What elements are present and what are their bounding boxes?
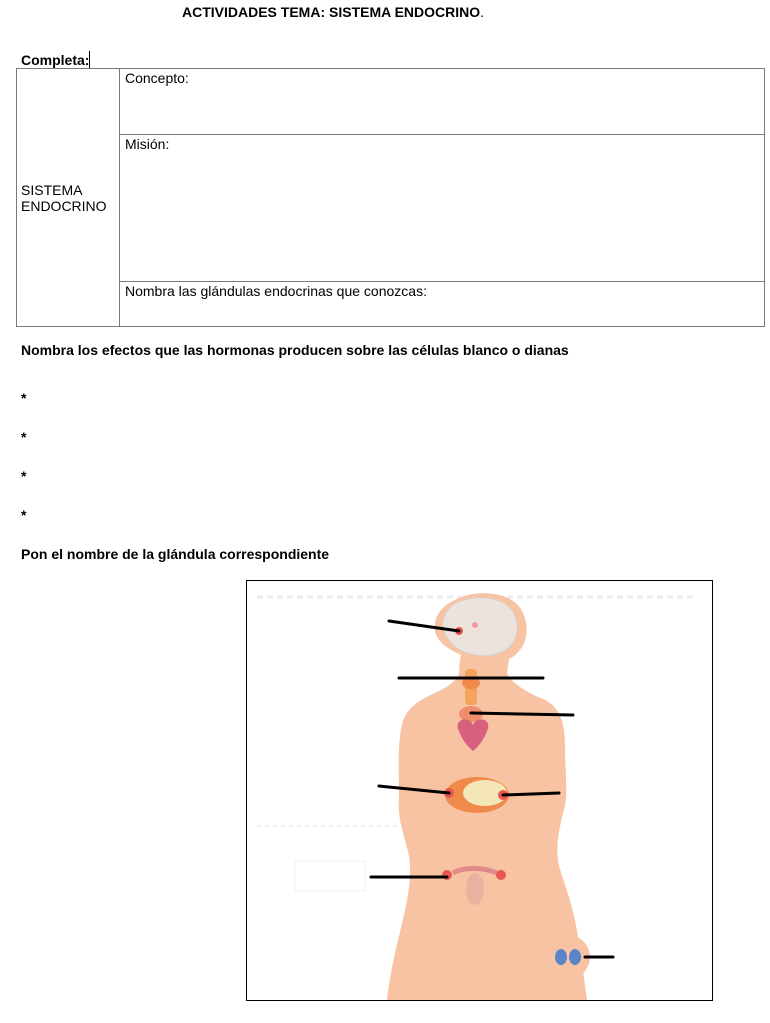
ovary-right: [496, 870, 506, 880]
testis-right: [569, 949, 581, 965]
glandulas-cell[interactable]: [120, 282, 765, 327]
faint-box: [295, 861, 365, 891]
completa-table: [16, 68, 765, 327]
mision-cell[interactable]: [120, 135, 765, 282]
glandulas-label: Nombra las glándulas endocrinas que conozcas:: [125, 283, 427, 299]
effect-bullet-3[interactable]: *: [21, 468, 27, 484]
concepto-label: Concepto:: [125, 70, 189, 86]
title-period: .: [480, 4, 485, 20]
completa-label: Completa:: [21, 52, 90, 68]
testes-inset: [546, 935, 590, 979]
endocrine-diagram: [246, 580, 713, 1001]
testis-left: [555, 949, 567, 965]
pineal-gland: [472, 622, 478, 628]
uterus: [466, 873, 484, 905]
page-title: [182, 4, 484, 20]
pointer-line-pancreas: [503, 793, 559, 795]
concepto-cell[interactable]: [120, 69, 765, 135]
text-cursor: [89, 51, 90, 68]
mision-label: Misión:: [125, 136, 170, 152]
body-illustration: [247, 581, 712, 1000]
effect-bullet-1[interactable]: *: [21, 390, 27, 406]
sistema-endocrino-label: SISTEMA ENDOCRINO: [21, 181, 107, 214]
pointer-line-thymus: [471, 713, 573, 715]
title-text: ACTIVIDADES TEMA: SISTEMA ENDOCRINO: [182, 4, 481, 20]
sistema-endocrino-cell: [17, 69, 120, 327]
effects-heading: Nombra los efectos que las hormonas producen sobre las células blanco o dianas: [21, 342, 569, 358]
effect-bullet-2[interactable]: *: [21, 429, 27, 445]
effect-bullet-4[interactable]: *: [21, 507, 27, 523]
diagram-heading: Pon el nombre de la glándula correspondiente: [21, 546, 330, 562]
